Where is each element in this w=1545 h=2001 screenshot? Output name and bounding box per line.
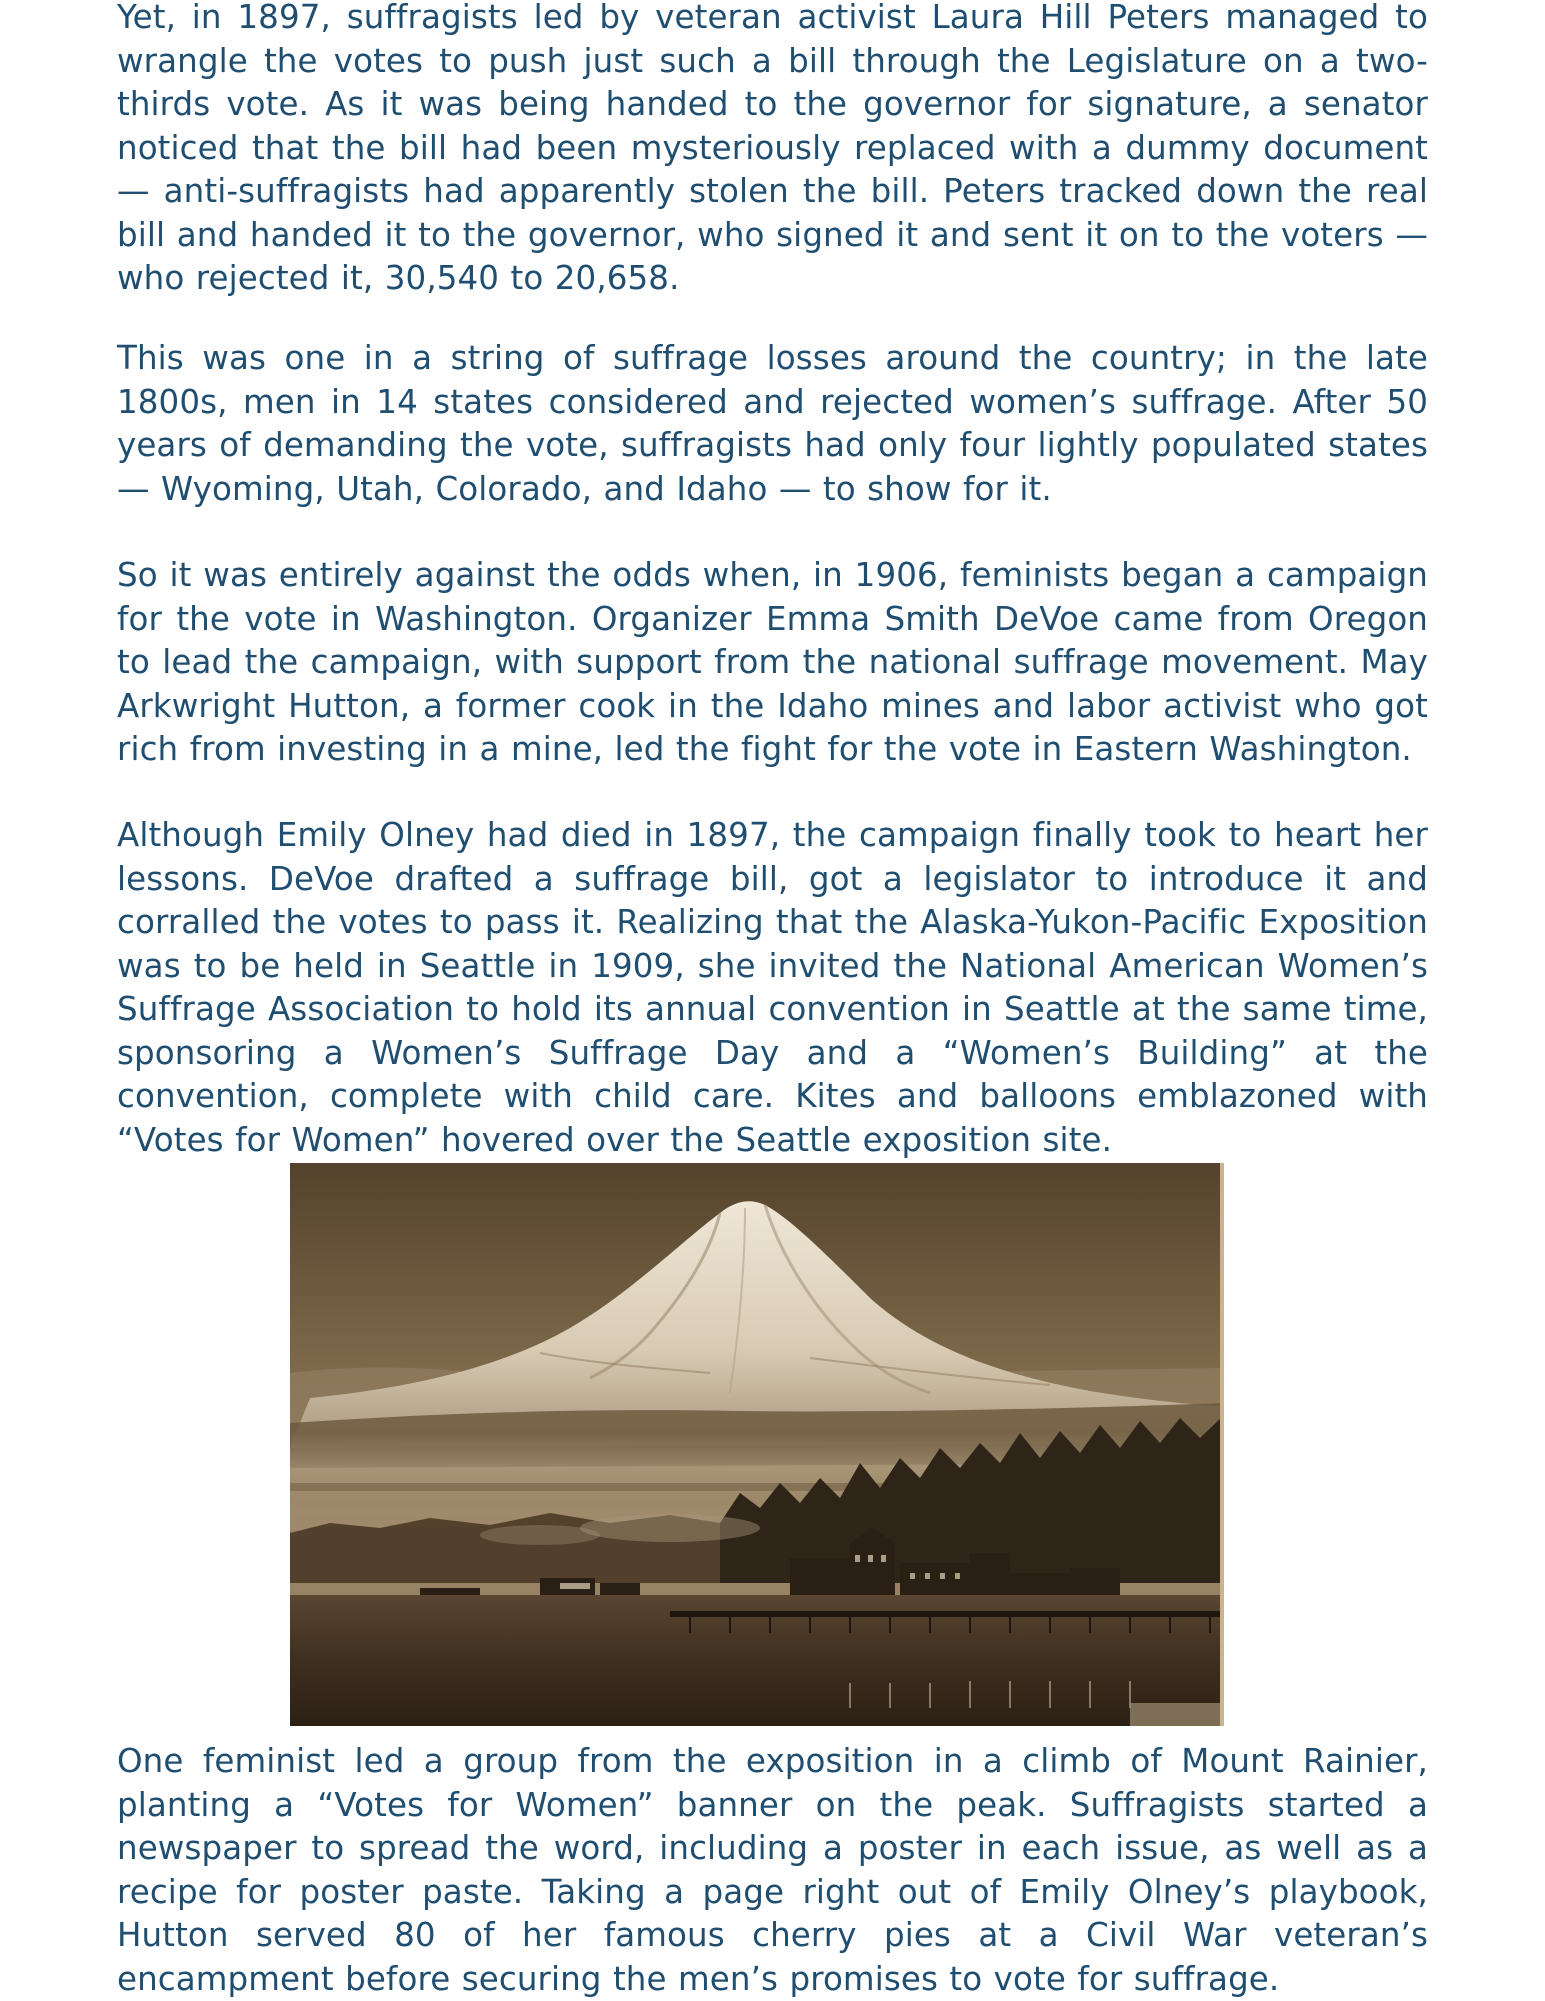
paragraph-mount-rainier-climb: One feminist led a group from the exposition in a climb of Mount Rainier, planting a “Votes for Women” banner on the peak. Suffragists started a newspaper to spread the word, including a poster in each issue, as well as a recipe for poster paste. Taking a page right out of Emily Olney’s playbook, Hutton served 80 of her famous cherry pies at a Civil War veteran’s encampment before securing the men’s promises to vote for suffrage. — [117, 1742, 1428, 1998]
mount-rainier-photo — [290, 1163, 1224, 1726]
paragraph-1906-campaign: So it was entirely against the odds when, in 1906, feminists began a campaign for the vote in Washington. Organizer Emma Smith DeVoe came from Oregon to lead the campaign, with support from the national suffrage movement. May Arkwright Hutton, a former cook in the Idaho mines and labor activist who got rich from investing in a mine, led the fight for the vote in Eastern Washington. — [117, 556, 1428, 768]
paragraph-olney-lessons: Although Emily Olney had died in 1897, the campaign finally took to heart her lessons. DeVoe drafted a suffrage bill, got a legislator to introduce it and corralled the votes to pass it. Realizing that the Alaska-Yukon-Pacific Exposition was to be held in Seattle in 1909, she invited the National American Women’s Suffrage Association to hold its annual convention in Seattle at the same time, sponsoring a Women’s Suffrage Day and a “Women’s Building” at the convention, complete with child care. Kites and balloons emblazoned with “Votes for Women” hovered over the Seattle exposition site. — [117, 816, 1428, 1159]
paragraph-suffrage-losses: This was one in a string of suffrage losses around the country; in the late 1800s, men in 14 states considered and rejected women’s suffrage. After 50 years of demanding the vote, suffragists had only four lightly populated states — Wyoming, Utah, Colorado, and Idaho — to show for it. — [117, 339, 1428, 508]
paragraph-1897-bill: Yet, in 1897, suffragists led by veteran activist Laura Hill Peters managed to wrangle the votes to push just such a bill through the Legislature on a two-thirds vote. As it was being handed to the governor for signature, a senator noticed that the bill had been mysteriously replaced with a dummy document — anti-suffragists had apparently stolen the bill. Peters tracked down the real bill and handed it to the governor, who signed it and sent it on to the voters — who rejected it, 30,540 to 20,658. — [117, 0, 1428, 297]
